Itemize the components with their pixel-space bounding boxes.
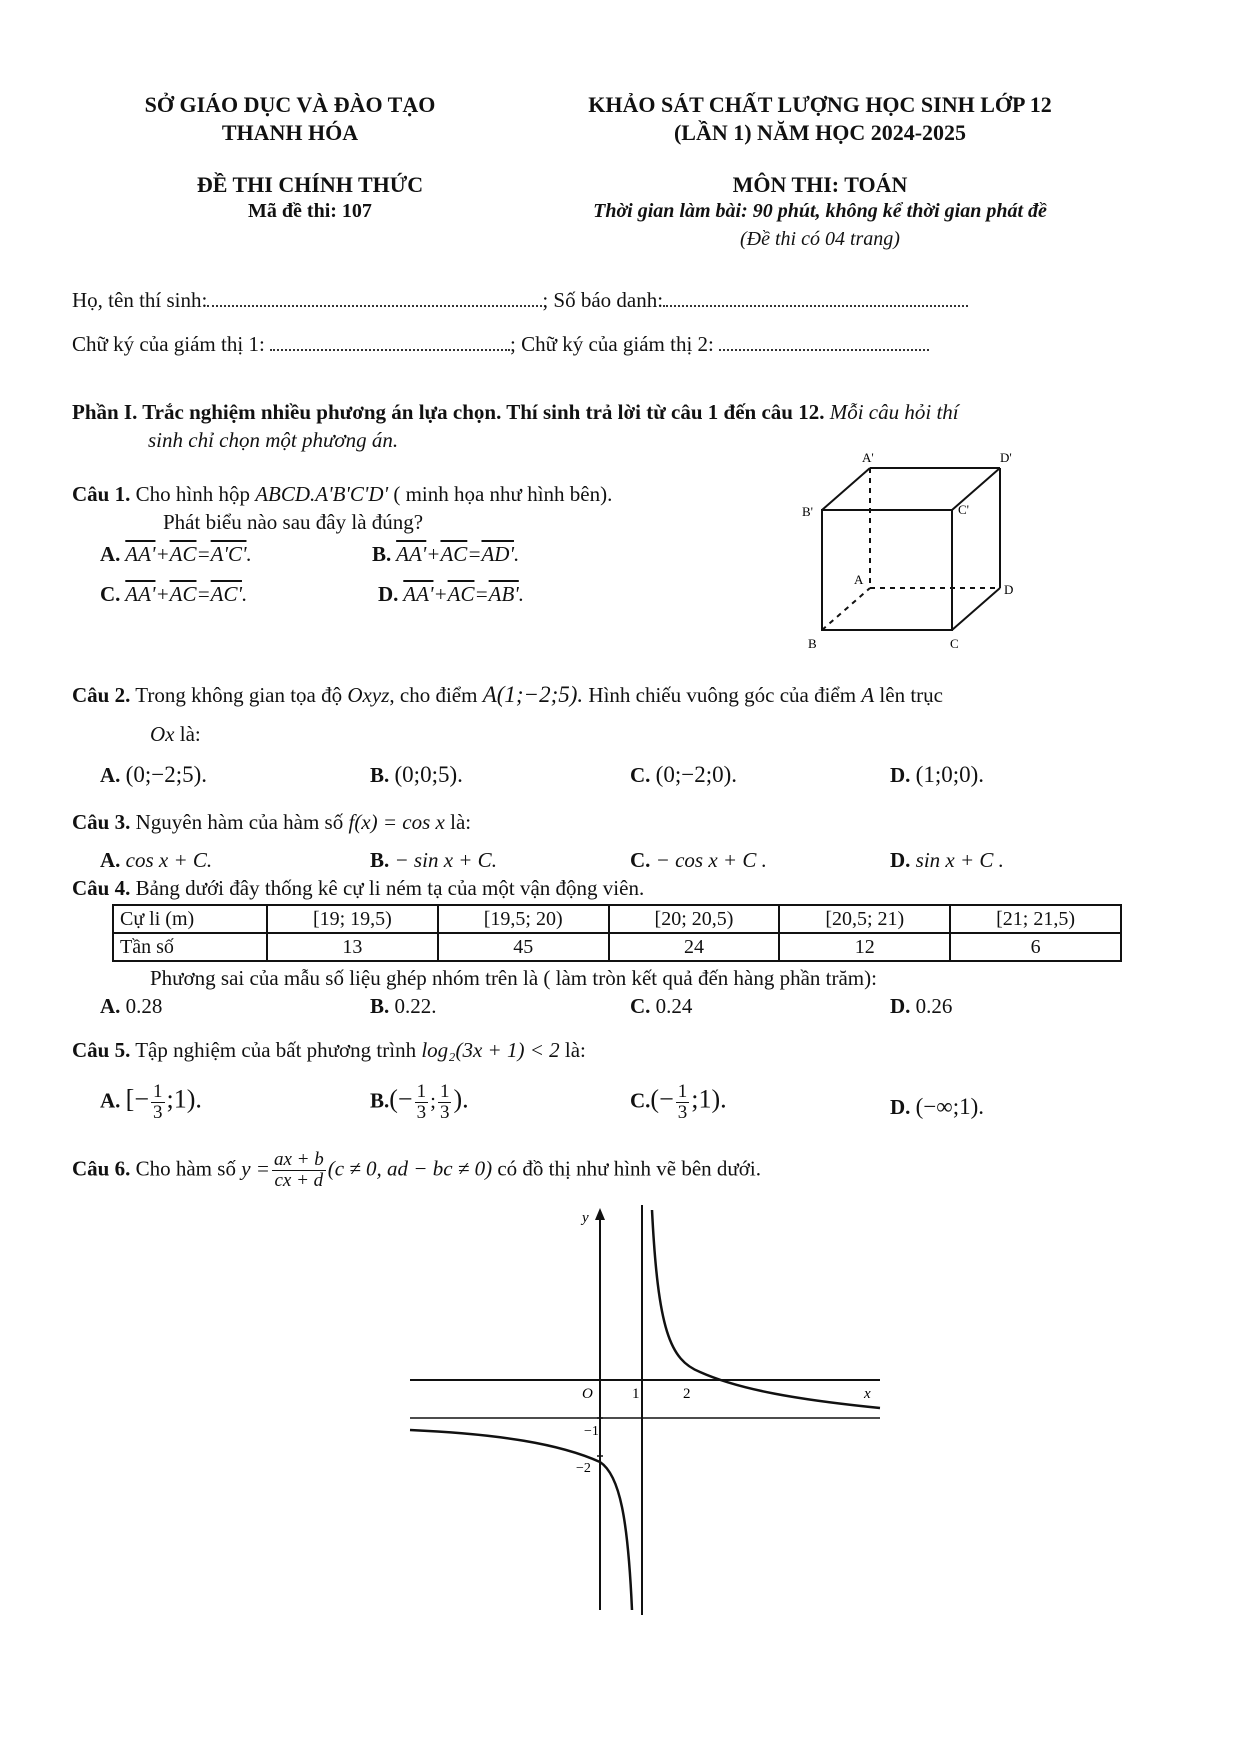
q1-opt-letter: D. bbox=[378, 582, 399, 606]
table-cell: 13 bbox=[267, 933, 438, 961]
q3-stem bbox=[72, 810, 471, 835]
q2-text4: lên trục bbox=[879, 683, 943, 707]
cube-label-a1: A' bbox=[862, 450, 874, 465]
vec: AA' bbox=[396, 542, 427, 566]
q5-opt-val: (−∞;1). bbox=[915, 1094, 984, 1119]
candidate-name-label: Họ, tên thí sinh: bbox=[72, 288, 208, 312]
table-cell: Cự li (m) bbox=[113, 905, 267, 933]
q2-opt-val: (0;−2;5). bbox=[125, 762, 207, 787]
q3-opt-letter: C. bbox=[630, 848, 651, 872]
cube-label-c: C bbox=[950, 636, 959, 650]
q2-text5: là: bbox=[179, 722, 201, 746]
q5-bracket: (− bbox=[389, 1084, 413, 1114]
q3-text2: là: bbox=[450, 810, 472, 834]
tick-label-1: 1 bbox=[632, 1386, 640, 1402]
q2-opt-val: (1;0;0). bbox=[915, 762, 985, 787]
candidate-name-line bbox=[72, 288, 968, 313]
exam-official-label: ĐỀ THI CHÍNH THỨC bbox=[196, 172, 424, 197]
q4-label: Câu 4. bbox=[72, 876, 131, 900]
q1-stem bbox=[72, 482, 612, 507]
q4-opt-letter: D. bbox=[890, 994, 911, 1018]
dotted-fill bbox=[270, 349, 510, 351]
frac-num: ax + b bbox=[273, 1149, 324, 1170]
q5-label: Câu 5. bbox=[72, 1038, 131, 1062]
q2-opt-letter: B. bbox=[370, 763, 390, 787]
q3-opt-val: − sin x + C. bbox=[394, 848, 497, 872]
time-limit: Thời gian làm bài: 90 phút, không kể thời gian phát đề bbox=[593, 200, 1047, 222]
fraction bbox=[151, 1082, 165, 1123]
q3-option-c[interactable] bbox=[630, 848, 767, 873]
q1-opt-letter: A. bbox=[100, 542, 121, 566]
q2-text2: , cho điểm bbox=[389, 683, 478, 707]
proctor1-label: Chữ ký của giám thị 1: bbox=[72, 332, 265, 356]
q1-opt-letter: C. bbox=[100, 582, 121, 606]
subject: MÔN THI: TOÁN bbox=[732, 172, 908, 197]
q3-fn: f(x) = cos x bbox=[348, 810, 445, 834]
frac-den: 3 bbox=[439, 1101, 450, 1123]
q4-opt-val: 0.28 bbox=[125, 994, 163, 1018]
exam-round: (LẦN 1) NĂM HỌC 2024-2025 bbox=[673, 120, 967, 145]
fraction bbox=[415, 1082, 429, 1123]
cube-label-b1: B' bbox=[802, 504, 814, 519]
vec: AD' bbox=[481, 542, 514, 566]
q2-stem bbox=[72, 682, 943, 708]
dotted-fill bbox=[207, 305, 542, 307]
q2-axis: Ox bbox=[150, 722, 175, 746]
part1-title-cont: sinh chỉ chọn một phương án. bbox=[148, 428, 399, 452]
table-cell: Tần số bbox=[113, 933, 267, 961]
cube-label-d: D bbox=[1004, 582, 1014, 597]
q2-opt-letter: D. bbox=[890, 763, 911, 787]
q6-y: y = bbox=[241, 1156, 270, 1181]
table-cell: [21; 21,5) bbox=[950, 905, 1121, 933]
q4-stem bbox=[72, 876, 644, 901]
fraction bbox=[438, 1082, 452, 1123]
tick-label-m2: −2 bbox=[576, 1461, 591, 1476]
q4-option-c[interactable] bbox=[630, 994, 692, 1019]
table-cell: 6 bbox=[950, 933, 1121, 961]
q4-opt-val: 0.26 bbox=[915, 994, 953, 1018]
frac-num: 1 bbox=[153, 1081, 163, 1102]
q3-text: Nguyên hàm của hàm số bbox=[135, 810, 344, 834]
q5-text: Tập nghiệm của bất phương trình bbox=[135, 1038, 417, 1062]
q6-stem bbox=[72, 1150, 761, 1191]
q2-point: A(1;−2;5). bbox=[482, 682, 584, 707]
q5-opt-letter: D. bbox=[890, 1095, 911, 1119]
y-label: y bbox=[582, 1210, 589, 1226]
q2-text: Trong không gian tọa độ bbox=[135, 683, 343, 707]
q4-option-d[interactable] bbox=[890, 994, 952, 1019]
vec: $\overline{AC}$ bbox=[440, 542, 468, 566]
q3-opt-val: − cos x + C . bbox=[655, 848, 767, 872]
q3-opt-letter: D. bbox=[890, 848, 911, 872]
frac-num: 1 bbox=[677, 1081, 688, 1102]
q5-stem bbox=[72, 1038, 586, 1063]
q4-opt-letter: C. bbox=[630, 994, 651, 1018]
table-cell: [20,5; 21) bbox=[779, 905, 950, 933]
q2-opt-val: (0;−2;0). bbox=[655, 762, 737, 787]
vec: AA' bbox=[125, 542, 156, 566]
table-row bbox=[113, 905, 1121, 933]
q2-opt-val: (0;0;5). bbox=[394, 762, 463, 787]
q6-text: Cho hàm số bbox=[135, 1156, 236, 1181]
q5-option-c[interactable] bbox=[630, 1082, 727, 1123]
q4-option-b[interactable] bbox=[370, 994, 437, 1019]
q5-bracket: (− bbox=[650, 1084, 674, 1114]
q3-opt-letter: A. bbox=[100, 848, 121, 872]
q5-bracket: ). bbox=[453, 1084, 469, 1114]
part1-title-italic: Mỗi câu hỏi thí bbox=[829, 400, 959, 424]
vec: AC' bbox=[210, 582, 242, 606]
q3-opt-val: cos x + C. bbox=[125, 848, 213, 872]
q1-option-d[interactable]: D. $AA'+\overline{AC}=AB'$. bbox=[378, 582, 525, 606]
dept-name: SỞ GIÁO DỤC VÀ ĐÀO TẠO bbox=[144, 92, 436, 117]
frequency-table bbox=[112, 904, 1122, 962]
q2-stem-cont bbox=[150, 722, 201, 747]
q3-label: Câu 3. bbox=[72, 810, 131, 834]
q5-bracket: [− bbox=[125, 1084, 149, 1114]
q5-bracket: ;1). bbox=[691, 1084, 727, 1114]
q3-option-a[interactable] bbox=[100, 848, 212, 873]
province-name: THANH HÓA bbox=[221, 120, 359, 145]
q5-ineq: log₂(3x + 1) < 2 bbox=[421, 1038, 560, 1062]
q2-option-c[interactable] bbox=[630, 762, 737, 788]
q5-bracket: ;1). bbox=[166, 1084, 202, 1114]
q4-opt-letter: A. bbox=[100, 994, 121, 1018]
q3-opt-letter: B. bbox=[370, 848, 390, 872]
q2-opt-letter: A. bbox=[100, 763, 121, 787]
dotted-fill bbox=[663, 305, 968, 307]
page-count: (Đề thi có 04 trang) bbox=[740, 228, 900, 250]
q2-option-d[interactable] bbox=[890, 762, 984, 788]
q1-text2: ( minh họa như hình bên). bbox=[393, 482, 613, 506]
dotted-fill bbox=[719, 349, 929, 351]
cube-label-b: B bbox=[808, 636, 817, 650]
origin-label: O bbox=[582, 1386, 593, 1402]
table-cell: 24 bbox=[609, 933, 780, 961]
table-cell: 12 bbox=[779, 933, 950, 961]
curve-right-branch bbox=[652, 1210, 880, 1408]
q4-text: Bảng dưới đây thống kê cự li ném tạ của một vận động viên. bbox=[135, 876, 645, 900]
q1-option-c[interactable]: C. $AA'+\overline{AC}=AC'$. bbox=[100, 582, 248, 606]
vec: A'C' bbox=[210, 542, 247, 566]
q5-option-d[interactable] bbox=[890, 1094, 984, 1120]
q3-option-b[interactable] bbox=[370, 848, 497, 873]
q1-label: Câu 1. bbox=[72, 482, 131, 506]
proctor2-label: ; Chữ ký của giám thị 2: bbox=[510, 332, 714, 356]
q4-question: Phương sai của mẫu số liệu ghép nhóm trên là ( làm tròn kết quả đến hàng phần trăm): bbox=[150, 966, 877, 990]
part1-title bbox=[72, 400, 959, 425]
q5-opt-letter: B. bbox=[370, 1088, 390, 1113]
q4-opt-val: 0.22. bbox=[394, 994, 437, 1018]
q2-option-b[interactable] bbox=[370, 762, 463, 788]
q5-opt-letter: A. bbox=[100, 1088, 121, 1113]
q2-opt-letter: C. bbox=[630, 763, 651, 787]
q5-opt-letter: C. bbox=[630, 1088, 651, 1113]
q1-shape: ABCD.A'B'C'D' bbox=[255, 482, 389, 506]
q1-opt-letter: B. bbox=[372, 542, 392, 566]
frac-den: 3 bbox=[416, 1101, 427, 1123]
q6-fraction bbox=[272, 1150, 326, 1191]
frac-den: cx + d bbox=[274, 1169, 324, 1191]
q5-text2: là: bbox=[564, 1038, 586, 1062]
vec: $\overline{AC}$ bbox=[169, 582, 197, 606]
frac-num: 1 bbox=[439, 1081, 450, 1102]
cube-label-d1: D' bbox=[1000, 450, 1012, 465]
table-row bbox=[113, 933, 1121, 961]
q1-option-b[interactable]: B. $AA'+\overline{AC}=AD'$. bbox=[372, 542, 520, 566]
q4-opt-val: 0.24 bbox=[655, 994, 693, 1018]
vec: AA' bbox=[125, 582, 156, 606]
q1-question: Phát biểu nào sau đây là đúng? bbox=[163, 510, 424, 534]
q2-text3: Hình chiếu vuông góc của điểm bbox=[588, 683, 857, 707]
curve-left-branch bbox=[410, 1430, 632, 1610]
q4-opt-letter: B. bbox=[370, 994, 390, 1018]
cube-figure bbox=[800, 450, 1020, 650]
frac-num: 1 bbox=[416, 1081, 427, 1102]
exam-title: KHẢO SÁT CHẤT LƯỢNG HỌC SINH LỚP 12 bbox=[588, 92, 1052, 117]
table-cell: [20; 20,5) bbox=[609, 905, 780, 933]
q6-cond: (c ≠ 0, ad − bc ≠ 0) bbox=[327, 1156, 493, 1181]
exam-code: Mã đề thi: 107 bbox=[248, 200, 372, 222]
q2-sys: Oxyz bbox=[347, 683, 390, 707]
cube-label-c1: C' bbox=[958, 502, 970, 517]
vec: $\overline{AC}$ bbox=[447, 582, 475, 606]
x-label: x bbox=[864, 1386, 871, 1402]
part1-title-bold: Phần I. Trắc nghiệm nhiều phương án lựa chọn. Thí sinh trả lời từ câu 1 đến câu 12. bbox=[72, 400, 825, 424]
q3-opt-val: sin x + C . bbox=[915, 848, 1004, 872]
q2-pt: A bbox=[861, 683, 875, 707]
frac-den: 3 bbox=[677, 1101, 688, 1123]
q6-text2: có đồ thị như hình vẽ bên dưới. bbox=[497, 1156, 761, 1181]
q3-option-d[interactable] bbox=[890, 848, 1004, 873]
q5-option-a[interactable] bbox=[100, 1082, 202, 1123]
vec: AB' bbox=[488, 582, 519, 606]
table-cell: 45 bbox=[438, 933, 609, 961]
q1-option-a[interactable]: A. $AA'+\overline{AC}=A'C'$. bbox=[100, 542, 252, 566]
hyperbola-graph bbox=[400, 1200, 900, 1620]
q6-label: Câu 6. bbox=[72, 1156, 131, 1181]
fraction bbox=[676, 1082, 690, 1123]
q2-option-a[interactable] bbox=[100, 762, 207, 788]
q5-option-b[interactable]: B.(− $\frac{1}{3}$ ; $\frac{1}{3}$ ). bbox=[370, 1081, 469, 1123]
table-cell: [19,5; 20) bbox=[438, 905, 609, 933]
tick-label-2: 2 bbox=[683, 1386, 691, 1402]
frac-den: 3 bbox=[153, 1101, 163, 1123]
y-arrow-icon bbox=[595, 1208, 605, 1220]
vec: AA' bbox=[403, 582, 434, 606]
q1-text: Cho hình hộp bbox=[135, 482, 250, 506]
vec: $\overline{AC}$ bbox=[169, 542, 197, 566]
q4-option-a[interactable] bbox=[100, 994, 162, 1019]
sbd-label: ; Số báo danh: bbox=[542, 288, 664, 312]
cube-label-a: A bbox=[854, 572, 864, 587]
proctor-sign-line bbox=[72, 332, 929, 357]
q2-label: Câu 2. bbox=[72, 683, 131, 707]
table-cell: [19; 19,5) bbox=[267, 905, 438, 933]
tick-label-m1: −1 bbox=[584, 1424, 599, 1439]
